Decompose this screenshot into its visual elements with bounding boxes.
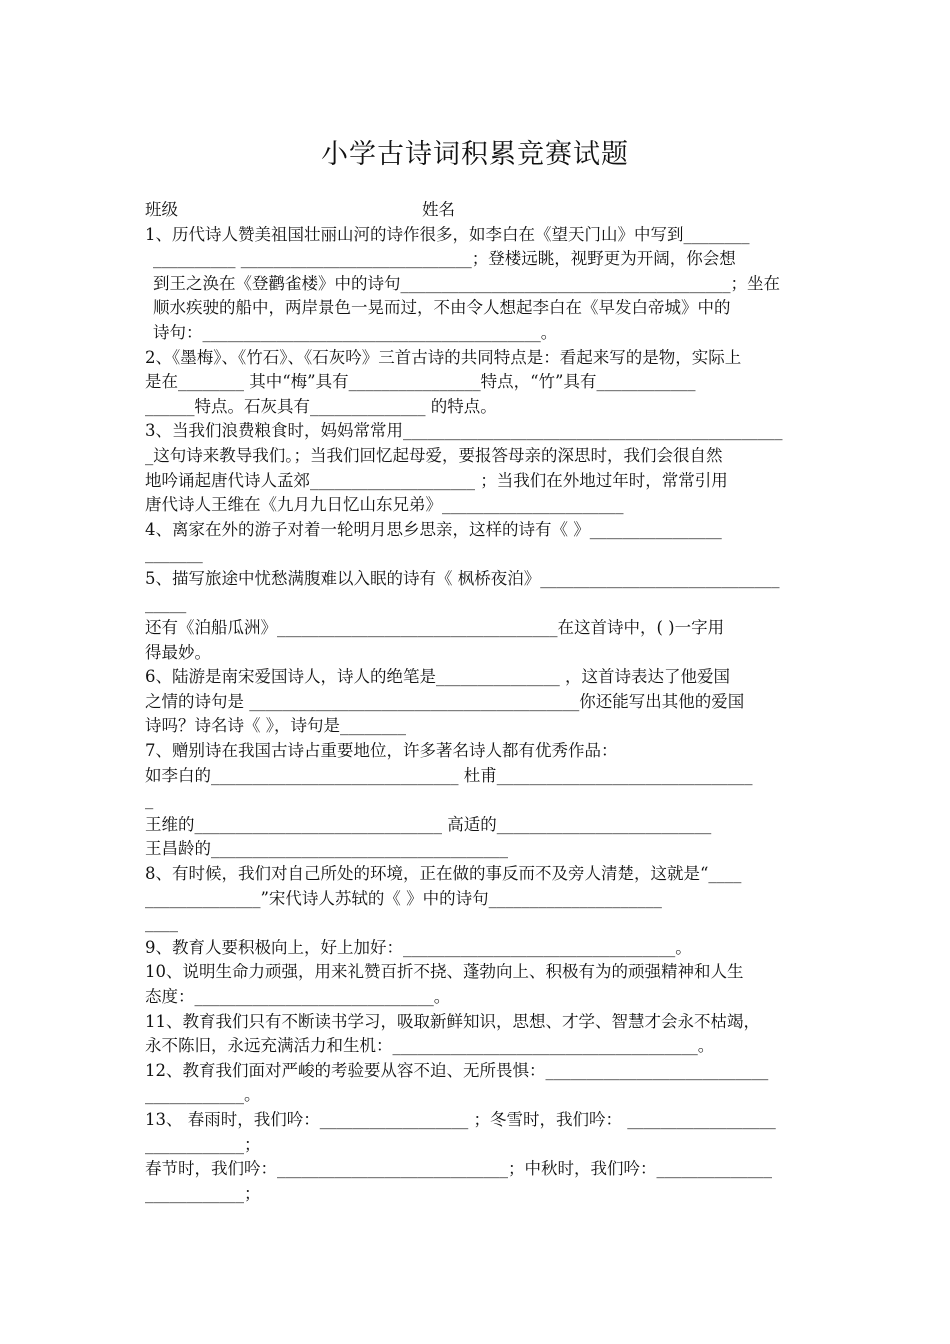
q6-line-3: 诗吗？诗名诗《 》，诗句是________	[145, 716, 406, 736]
q2-line-2: 是在________ 其中“梅”具有________________特点，“竹”具有____________	[145, 372, 696, 392]
q4-line-2: _______	[145, 544, 203, 564]
q1-line-3: 到王之涣在《登鹳雀楼》中的诗句________________________________________；坐在	[153, 273, 780, 293]
q11-line-2: 永不陈旧，永远充满活力和生机：_____________________________________。	[145, 1036, 715, 1056]
q2-line-3: ______特点。石灰具有______________ 的特点。	[145, 396, 497, 416]
q10-line-1: 10、说明生命力顽强，用来礼赞百折不挠、蓬勃向上、积极有为的顽强精神和人生	[145, 962, 744, 982]
q6-line-2: 之情的诗句是 ________________________________________你还能写出其他的爱国	[145, 691, 745, 711]
q1-line-4: 顺水疾驶的船中，两岸景色一晃而过，不由令人想起李白在《早发白帝城》中的	[153, 298, 731, 318]
q5-line-1: 5、描写旅途中忧愁满腹难以入眠的诗有《 枫桥夜泊》_____________________________	[145, 568, 780, 588]
question-body	[145, 198, 807, 1206]
q7-line-4: 王维的______________________________ 高适的__________________________	[145, 814, 712, 834]
q1-line-2: __________ ____________________________；登楼远眺，视野更为开阔，你会想	[153, 249, 736, 269]
q8-line-2: ______________”宋代诗人苏轼的《 》中的诗句_____________________	[145, 888, 662, 908]
q7-line-2: 如李白的______________________________ 杜甫_______________________________	[145, 765, 753, 785]
q10-line-2: 态度：_____________________________。	[145, 987, 451, 1006]
q8-line-1: 8、有时候，我们对自己所处的环境，正在做的事反而不及旁人清楚，这就是“____	[145, 864, 742, 884]
q7-line-1: 7、赠别诗在我国古诗占重要地位，许多著名诗人都有优秀作品：	[145, 741, 618, 761]
q5-line-4: 得最妙。	[145, 642, 211, 662]
q13-line-1: 13、 春雨时，我们吟：__________________ ；冬雪时，我们吟： __________________	[145, 1109, 776, 1129]
q12-line-2: ____________。	[145, 1085, 261, 1105]
q11-line-1: 11、教育我们只有不断读书学习，吸取新鲜知识，思想、才学、智慧才会永不枯竭，	[145, 1011, 760, 1031]
q13-line-3: 春节时，我们吟：____________________________；中秋时，我们吟：______________	[145, 1159, 772, 1179]
q6-line-1: 6、陆游是南宋爱国诗人，诗人的绝笔是_______________ ，这首诗表达了他爱国	[145, 667, 730, 687]
q1-line-5: 诗句：_________________________________________。	[153, 322, 558, 342]
q7-line-5: 王昌龄的____________________________________	[145, 839, 508, 859]
q5-line-3: 还有《泊船瓜洲》__________________________________在这首诗中，( )一字用	[145, 618, 725, 638]
q1-line-1: 1、历代诗人赞美祖国壮丽山河的诗作很多，如李白在《望天门山》中写到________	[145, 224, 750, 244]
q7-line-3: _	[145, 790, 154, 810]
q3-line-4: 唐代诗人王维在《九月九日忆山东兄弟》______________________	[145, 495, 624, 515]
q8-line-3: ____	[145, 913, 178, 933]
q12-line-1: 12、教育我们面对严峻的考验要从容不迫、无所畏惧：___________________________	[145, 1060, 769, 1080]
q13-line-4: ____________；	[145, 1183, 261, 1203]
header-row	[145, 198, 807, 223]
q3-line-2: _这句诗来教导我们。；当我们回忆起母爱，要报答母亲的深思时，我们会很自然	[145, 445, 723, 465]
name-label: 姓名	[422, 200, 455, 219]
q5-line-2: _____	[145, 593, 187, 613]
q13-line-2: ____________；	[145, 1134, 261, 1154]
q3-line-3: 地吟诵起唐代诗人孟郊____________________ ；当我们在外地过年时，常常引用	[145, 470, 728, 490]
q2-line-1: 2、《墨梅》、《竹石》、《石灰吟》三首古诗的共同特点是：看起来写的是物，实际上	[145, 347, 742, 367]
page-title: 小学古诗词积累竞赛试题	[321, 139, 629, 170]
q9-line-1: 9、教育人要积极向上，好上加好：_________________________________。	[145, 937, 692, 957]
q4-line-1: 4、离家在外的游子对着一轮明月思乡思亲，这样的诗有《 》________________	[145, 519, 722, 539]
class-label: 班级	[145, 200, 178, 219]
q3-line-1: 3、当我们浪费粮食时，妈妈常常用______________________________________________	[145, 421, 783, 441]
